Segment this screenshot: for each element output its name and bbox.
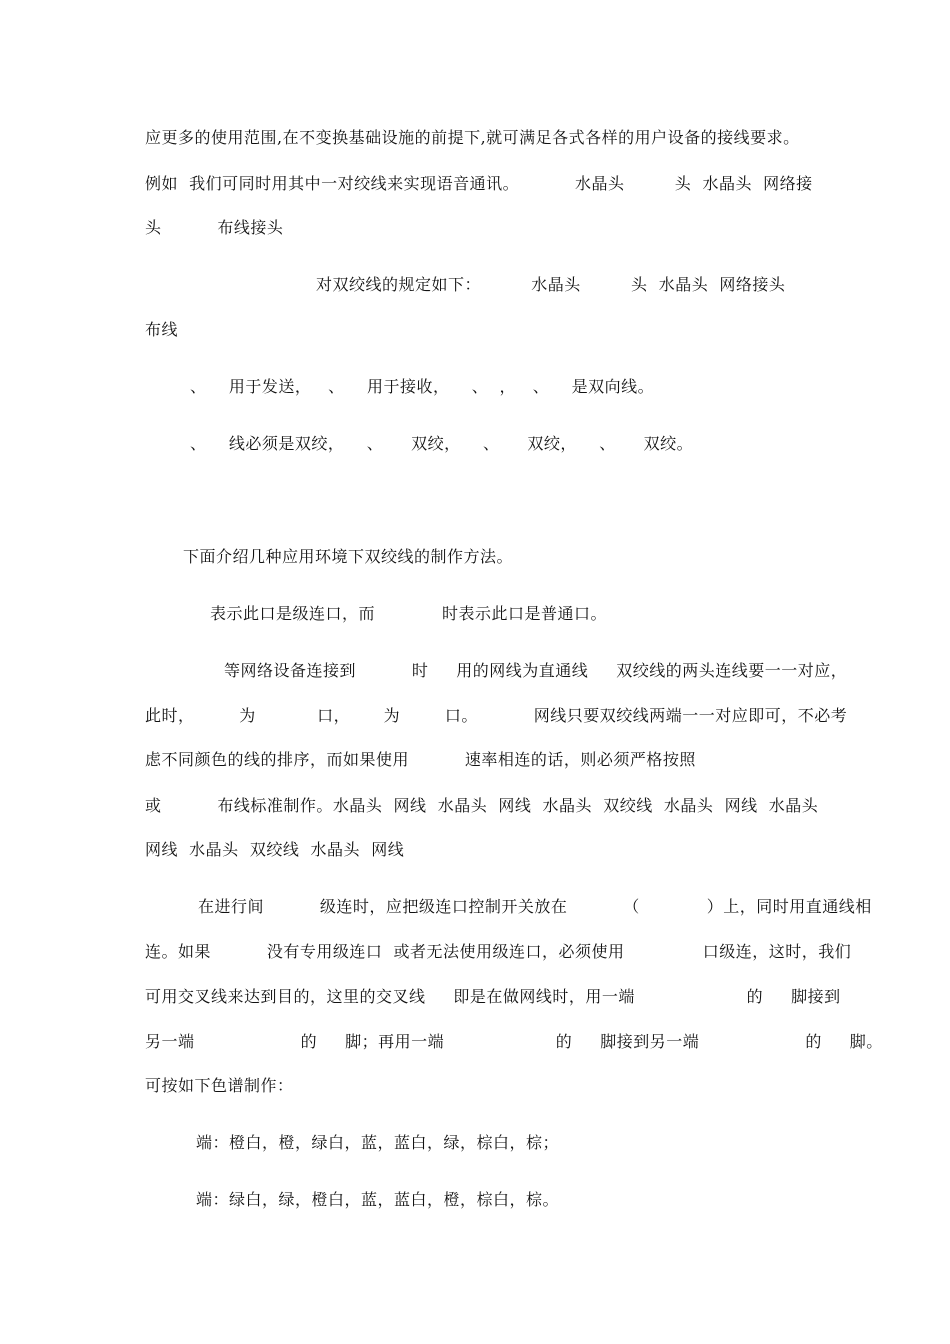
pin-rule-line-1: 、 用于发送， 、 用于接收， 、 ， 、 是双向线。 [190,377,655,396]
color-order-line-2: 端：绿白，绿，橙白，蓝，蓝白，橙，棕白，棕。 [196,1190,560,1209]
paragraph-line-2: 例如 我们可同时用其中一对绞线来实现语音通讯。 水晶头 头 水晶头 网络接 [145,174,813,193]
paragraph-line-15: 在进行间 级连时，应把级连口控制开关放在 （ ）上，同时用直通线相 [198,897,872,916]
paragraph-line-5: 布线 [145,320,179,339]
pin-rule-line-2: 、 线必须是双绞， 、 双绞， 、 双绞， 、 双绞。 [190,434,694,453]
paragraph-line-16: 连。如果 没有专用级连口 或者无法使用级连口，必须使用 口级连，这时，我们 [145,942,852,961]
paragraph-line-19: 可按如下色谱制作： [145,1076,294,1095]
paragraph-line-11: 此时， 为 口， 为 口。 网线只要双绞线两端一一对应即可，不必考 [145,706,848,725]
paragraph-line-14: 网线 水晶头 双绞线 水晶头 网线 [145,840,405,859]
paragraph-line-13: 或 布线标准制作。水晶头 网线 水晶头 网线 水晶头 双绞线 水晶头 网线 水晶头 [145,796,819,815]
paragraph-line-10: 等网络设备连接到 时 用的网线为直通线 双绞线的两头连线要一一对应， [224,661,848,680]
paragraph-line-18: 另一端 的 脚；再用一端 的 脚接到另一端 的 脚。 [145,1032,883,1051]
paragraph-line-9: 表示此口是级连口，而 时表示此口是普通口。 [210,604,608,623]
color-order-line-1: 端：橙白，橙，绿白，蓝，蓝白，绿，棕白，棕； [196,1133,560,1152]
paragraph-line-12: 虑不同颜色的线的排序，而如果使用 速率相连的话，则必须严格按照 [145,750,696,769]
section-intro: 下面介绍几种应用环境下双绞线的制作方法。 [183,547,514,566]
paragraph-line-3: 头 布线接头 [145,218,284,237]
paragraph-line-1: 应更多的使用范围,在不变换基础设施的前提下,就可满足各式各样的用户设备的接线要求。 [145,128,800,147]
paragraph-line-4: 对双绞线的规定如下： 水晶头 头 水晶头 网络接头 [316,275,786,294]
paragraph-line-17: 可用交叉线来达到目的，这里的交叉线 即是在做网线时，用一端 的 脚接到 [145,987,841,1006]
